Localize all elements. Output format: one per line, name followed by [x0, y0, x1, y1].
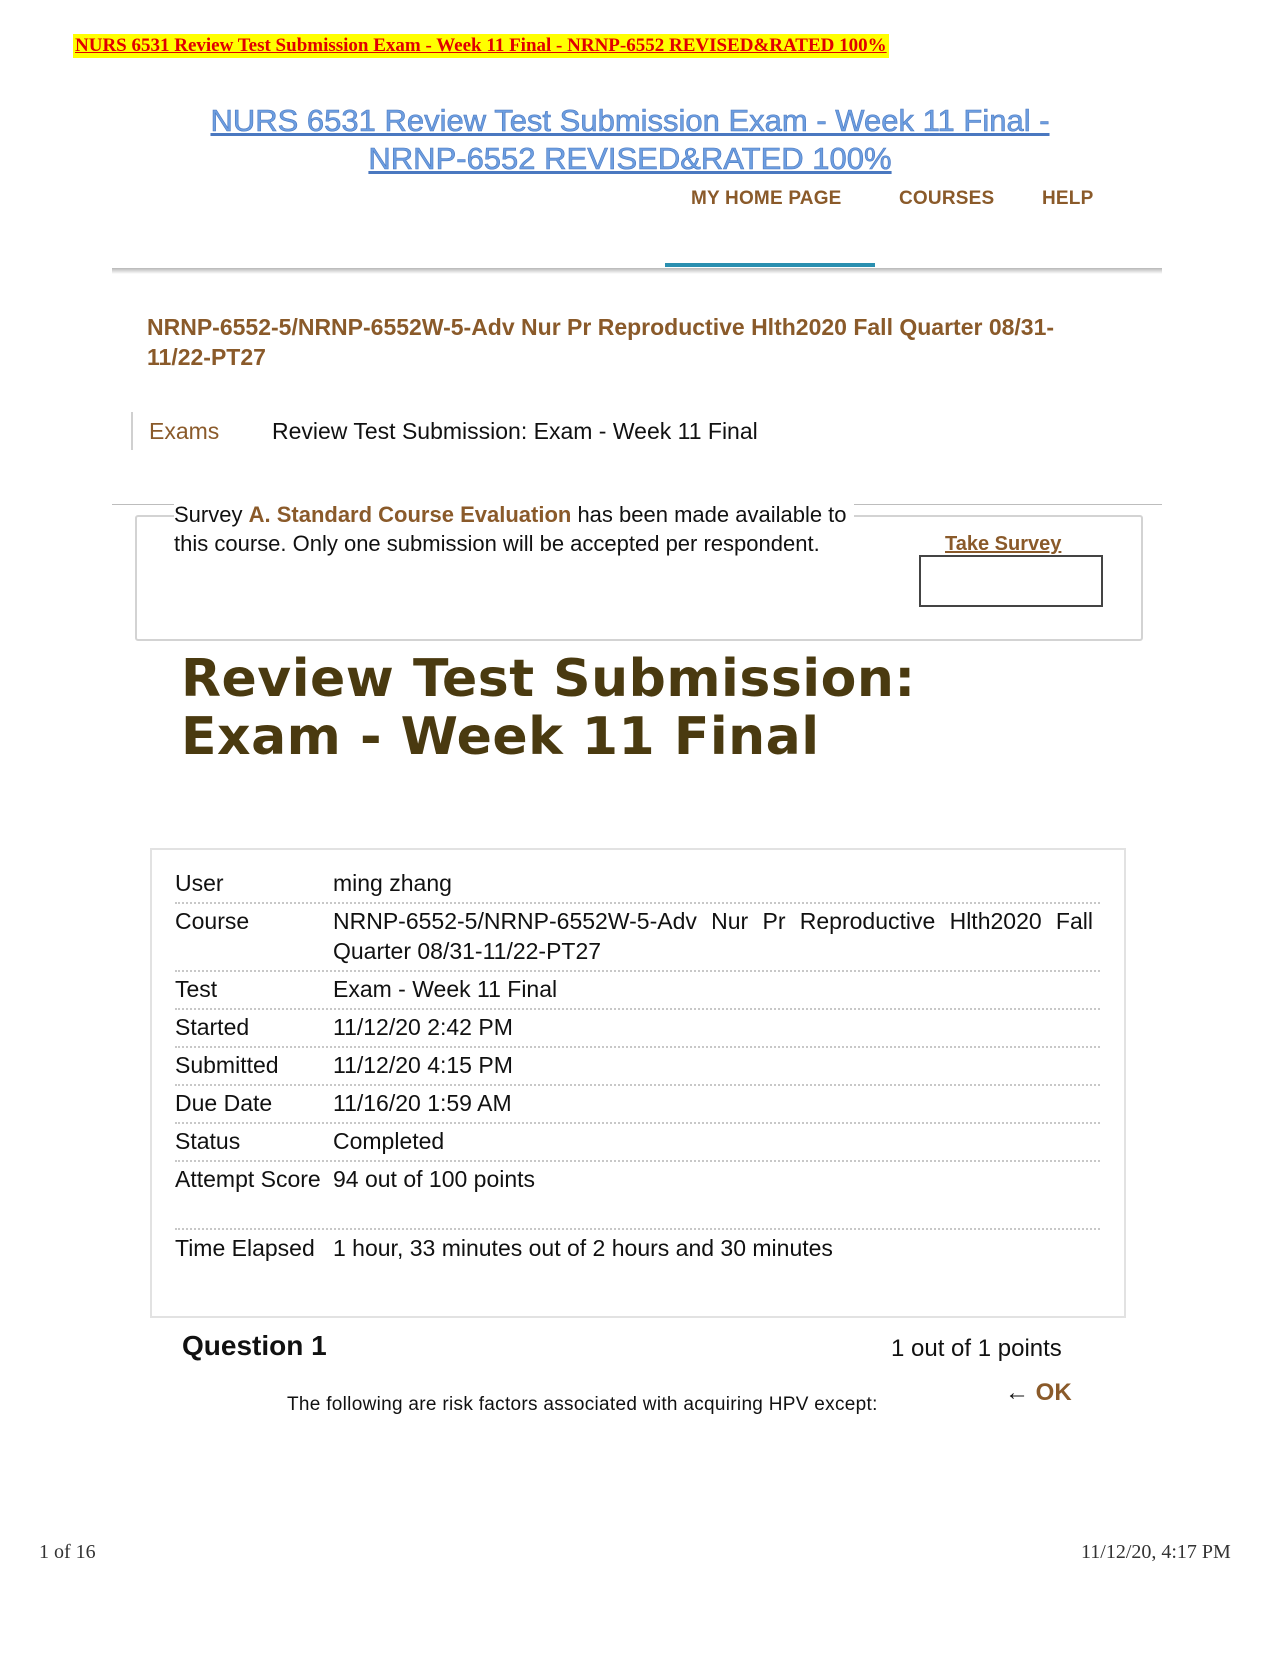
details-row-started: [175, 1012, 1100, 1048]
details-label: Submitted: [175, 1052, 279, 1078]
question-result-status: OK: [1035, 1379, 1072, 1406]
take-survey-link[interactable]: Take Survey: [945, 533, 1062, 555]
details-label: Due Date: [175, 1090, 273, 1116]
details-value: 11/12/20 2:42 PM: [333, 1014, 513, 1040]
nav-my-home-page[interactable]: MY HOME PAGE: [691, 188, 842, 209]
document-title-line2: NRNP-6552 REVISED&RATED 100%: [368, 141, 892, 176]
details-label: Test: [175, 976, 218, 1002]
details-row-time-elapsed: [175, 1233, 1100, 1297]
survey-suffix: has been made available to this course. Only one submission will be accepted per respondent.: [174, 502, 847, 556]
breadcrumb-current: Review Test Submission: Exam - Week 11 Final: [272, 418, 758, 444]
left-arrow-icon: ←: [1005, 1379, 1029, 1406]
question-points: 1 out of 1 points: [891, 1335, 1062, 1362]
details-label: Status: [175, 1128, 241, 1154]
details-label: Course: [175, 908, 250, 934]
document-banner: NURS 6531 Review Test Submission Exam - Week 11 Final - NRNP-6552 REVISED&RATED 100%: [75, 35, 887, 56]
nav-help[interactable]: HELP: [1042, 188, 1094, 209]
details-row-submitted: [175, 1050, 1100, 1086]
question-text: The following are risk factors associated with acquiring HPV except:: [287, 1394, 878, 1415]
question-title: Question 1: [182, 1330, 327, 1361]
details-label: Started: [175, 1014, 250, 1040]
details-row-status: [175, 1126, 1100, 1162]
question-result: [1005, 1379, 1072, 1407]
print-datetime: 11/12/20, 4:17 PM: [1081, 1541, 1231, 1563]
document-title-link[interactable]: [130, 102, 1130, 178]
details-row-user: [175, 868, 1100, 904]
details-value: 1 hour, 33 minutes out of 2 hours and 30 minutes: [333, 1235, 833, 1261]
details-value: ming zhang: [333, 870, 452, 896]
breadcrumb-exams[interactable]: Exams: [149, 418, 220, 444]
details-value: 11/16/20 1:59 AM: [333, 1090, 512, 1116]
survey-prefix: Survey: [174, 502, 249, 527]
nav-active-indicator: [665, 263, 875, 267]
details-row-attempt-score: [175, 1164, 1100, 1230]
details-value: Completed: [333, 1128, 445, 1154]
page-title-line1: Review Test Submission:: [181, 649, 916, 709]
details-label: User: [175, 870, 224, 896]
details-label: Attempt Score: [175, 1166, 321, 1192]
details-row-due-date: [175, 1088, 1100, 1124]
take-survey-button[interactable]: [919, 555, 1103, 607]
top-navigation: [0, 188, 1280, 208]
details-value: Exam - Week 11 Final: [333, 976, 558, 1002]
details-row-course: [175, 906, 1100, 972]
page-number: 1 of 16: [39, 1541, 96, 1563]
survey-name: A. Standard Course Evaluation: [248, 502, 572, 527]
details-value: NRNP-6552-5/NRNP-6552W-5-Adv Nur Pr Reproductive Hlth2020 Fall Quarter 08/31-11/22-PT27: [333, 908, 1093, 964]
details-row-test: [175, 974, 1100, 1010]
document-title-line1: NURS 6531 Review Test Submission Exam - Week 11 Final -: [210, 103, 1050, 138]
details-value: 94 out of 100 points: [333, 1166, 536, 1192]
header-shadow: [112, 268, 1162, 274]
nav-courses[interactable]: COURSES: [899, 188, 995, 209]
course-title: NRNP-6552-5/NRNP-6552W-5-Adv Nur Pr Reproductive Hlth2020 Fall Quarter 08/31-11/22-PT27: [147, 314, 1055, 370]
page-title-line2: Exam - Week 11 Final: [181, 707, 820, 767]
details-label: Time Elapsed: [175, 1235, 315, 1261]
survey-notice-text: [174, 500, 854, 558]
details-value: 11/12/20 4:15 PM: [333, 1052, 513, 1078]
page-title: [181, 650, 1081, 766]
breadcrumb-separator: [131, 412, 133, 450]
